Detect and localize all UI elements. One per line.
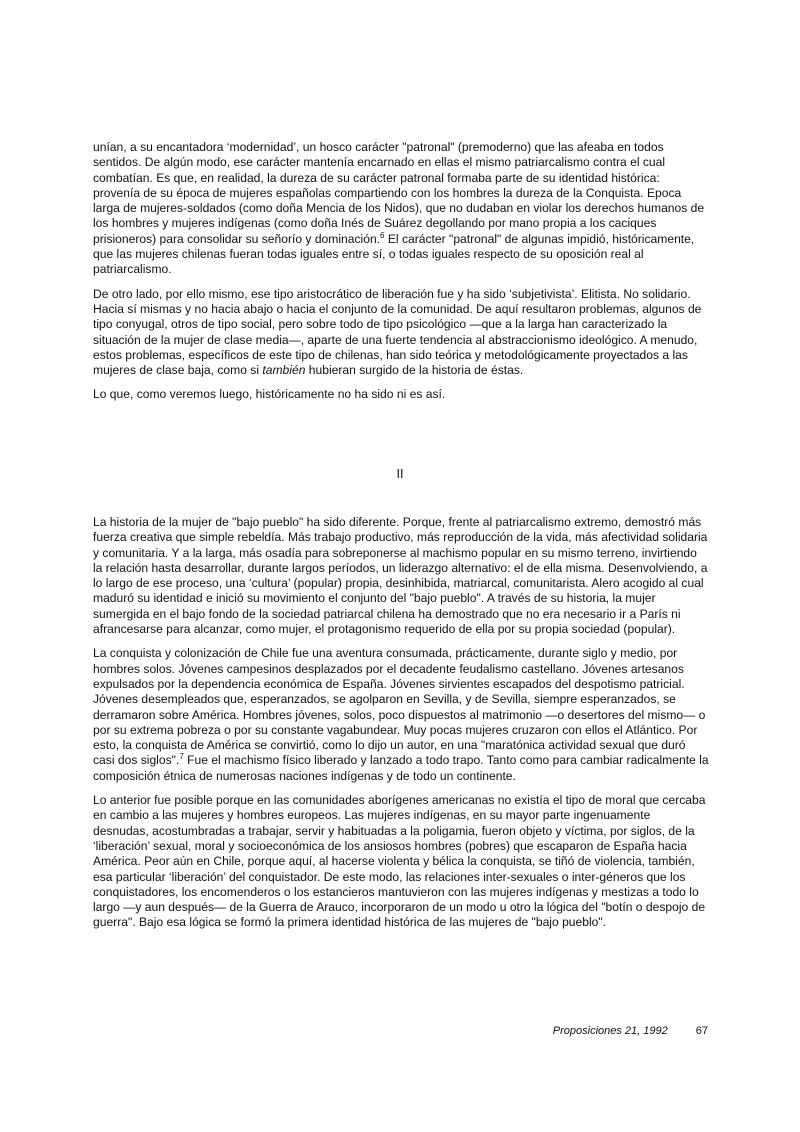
journal-citation: Proposiciones 21, 1992: [552, 1025, 668, 1037]
paragraph-text: De otro lado, por ello mismo, ese tipo aristocrático de liberación fue y ha sido ‘subjetivista’. Elitista. No solidario. Hacia sí mismas y no hacia abajo o hacia el conjunto de la comunidad. De aquí resultaron problemas, algunos de tipo conyugal, otros de tipo social, pero sobre todo de tipo psicológico —que a la larga han caracterizado la situación de la mujer de clase media—, aparte de una fuerte tendencia al abstraccionismo ideológico. A menudo, estos problemas, específicos de este tipo de chilenas, han sido teórica y metodológicamente proyectados a las mujeres de clase baja, como si: [93, 286, 702, 378]
section-one: [93, 140, 709, 412]
section-two: [93, 515, 709, 940]
paragraph: La historia de la mujer de "bajo pueblo" ha sido diferente. Porque, frente al patriarcalismo extremo, demostró más fuerza creativa que simple rebeldía. Más trabajo productivo, más reproducción de la vida, más afectividad solidaria y comunitaria. Y a la larga, más osadía para sobreponerse al machismo popular en su mismo terreno, invirtiendo la relación hasta desarrollar, durante largos períodos, un liderazgo alternativo: el de ella misma. Desenvolviendo, a lo largo de ese proceso, una ‘cultura’ (popular) propia, desinhibida, matriarcal, comunitarista. Alero acogido al cual maduró su identidad e inició su movimiento el conjunto del "bajo pueblo". A través de su historia, la mujer sumergida en el bajo fondo de la sociedad patriarcal chilena ha demostrado que no era necesario ir a París ni afrancesarse para alcanzar, como mujer, el protagonismo requerido de ella por su propia sociedad (popular).: [93, 515, 708, 637]
paragraph: Lo anterior fue posible porque en las comunidades aborígenes americanas no existía el tipo de moral que cercaba en cambio a las mujeres y hombres europeos. Las mujeres indígenas, en su mayor parte ingenuamente desnudas, acostumbradas a trabajar, servir y habituadas a la poligamia, fueron objeto y víctima, por siglos, de la ‘liberación’ sexual, moral y socioeconómica de los ansiosos hombres (pobres) que escaparon de España hacia América. Peor aún en Chile, porque aquí, al hacerse violenta y bélica la conquista, se tiñó de violencia, también, esa particular ‘liberación’ del conquistador. De este modo, las relaciones inter-sexuales o inter-géneros que los conquistadores, los encomenderos o los estancieros mantuvieron con las mujeres indígenas y mestizas a todo lo largo —y aun después— de la Guerra de Arauco, incorporaron de un modo u otro la lógica del "botín o despojo de guerra". Bajo esa lógica se formó la primera identidad histórica de las mujeres de "bajo pueblo".: [93, 793, 706, 930]
page-number: 67: [695, 1025, 708, 1037]
section-numeral: II: [396, 467, 404, 481]
paragraph: Lo que, como veremos luego, históricamente no ha sido ni es así.: [93, 387, 446, 402]
paragraph-text: hubieran surgido de la historia de éstas.: [305, 363, 524, 378]
emphasis-text: también: [262, 363, 306, 378]
paragraph-text: Fue el machismo físico liberado y lanzado a todo trapo. Tanto como para cambiar radicalmente la composición étnica de numerosas naciones indígenas y de todo un continente.: [93, 753, 709, 783]
footnote-ref[interactable]: 7: [179, 752, 184, 762]
paragraph: [93, 287, 709, 379]
page-footer: [480, 1025, 708, 1037]
paragraph: [93, 140, 709, 278]
paragraph-text: El carácter "patronal" de algunas impidió, históricamente, que las mujeres chilenas fueran todas iguales entre sí, o todas iguales respecto de su oposición real al patriarcalismo.: [93, 231, 695, 277]
paragraph-text: La conquista y colonización de Chile fue una aventura consumada, prácticamente, durante siglo y medio, por hombres solos. Jóvenes campesinos desplazados por el decadente feudalismo castellano. Jóvenes artesanos expulsados por la dependencia económica de España. Jóvenes sirvientes escapados del despotismo patricial. Jóvenes desempleados que, esperanzados, se agolparon en Sevilla, y de Sevilla, siempre esperanzados, se derramaron sobre América. Hombres jóvenes, solos, poco dispuestos al matrimonio —o desertores del mismo— o por su extrema pobreza o por su constante vagabundear. Muy pocas mujeres cruzaron con ellos el Atlántico. Por esto, la conquista de América se convirtió, como lo dijo un autor, en una "maratónica actividad sexual que duró casi dos siglos".: [93, 646, 706, 768]
paragraph: [93, 646, 709, 784]
footnote-ref[interactable]: 6: [380, 230, 385, 240]
paragraph-text: unían, a su encantadora ‘modernidad’, un hosco carácter "patronal" (premoderno) que las afeaba en todos sentidos. De algún modo, ese carácter mantenía encarnado en ellas el mismo patriarcalismo contra el cual combatían. Es que, en realidad, la dureza de su carácter patronal formaba parte de su identidad histórica: provenía de su época de mujeres españolas compartiendo con los hombres la dureza de la Conquista. Epoca larga de mujeres-soldados (como doña Mencia de los Nidos), que no dudaban en violar los derechos humanos de los hombres y mujeres indígenas (como doña Inés de Suárez degollando por mano propia a los caciques prisioneros) para consolidar su señorío y dominación.: [93, 140, 705, 246]
